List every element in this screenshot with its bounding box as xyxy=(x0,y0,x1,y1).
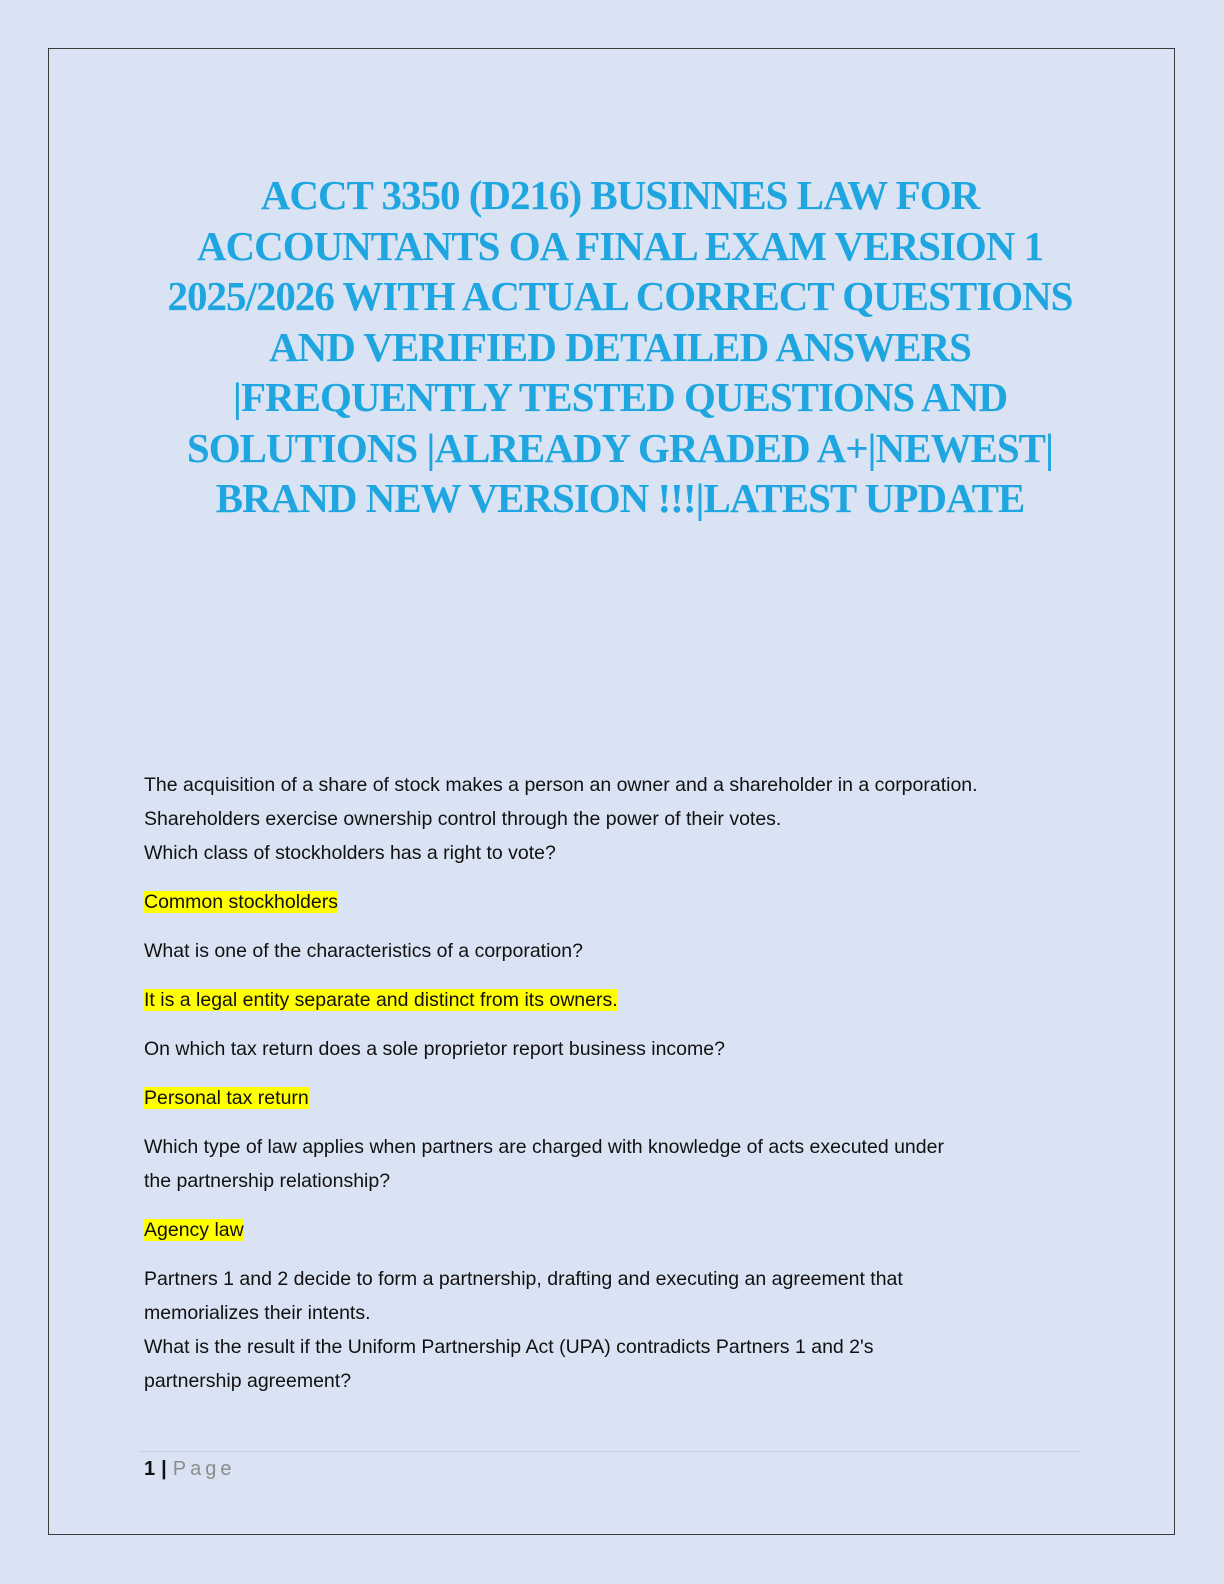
qa-content xyxy=(144,768,1084,1413)
question-line: partnership agreement? xyxy=(144,1370,352,1392)
footer-divider xyxy=(140,1451,1080,1452)
question-line: the partnership relationship? xyxy=(144,1170,391,1192)
question-5 xyxy=(144,1262,1084,1398)
question-line: What is the result if the Uniform Partnership Act (UPA) contradicts Partners 1 and 2's xyxy=(144,1336,874,1358)
document-title: ACCT 3350 (D216) BUSINNES LAW FOR ACCOUNTANTS OA FINAL EXAM VERSION 1 2025/2026 WITH ACTUAL CORRECT QUESTIONS AND VERIFIED DETAILED ANSWERS |FREQUENTLY TESTED QUESTIONS AND SOLUTIONS |ALREADY GRADED A+|NEWEST| BRAND NEW VERSION !!!|LATEST UPDATE xyxy=(167,172,1073,521)
question-line: memorializes their intents. xyxy=(144,1302,371,1324)
page-number: 1 xyxy=(144,1458,156,1480)
question-1 xyxy=(144,768,1084,870)
question-line: Shareholders exercise ownership control through the power of their votes. xyxy=(144,808,782,830)
question-2 xyxy=(144,934,1084,968)
footer-separator: | xyxy=(161,1458,167,1480)
question-line: Partners 1 and 2 decide to form a partnership, drafting and executing an agreement that xyxy=(144,1268,903,1290)
highlighted-answer: It is a legal entity separate and distinct from its owners. xyxy=(144,989,618,1011)
highlighted-answer: Personal tax return xyxy=(144,1087,309,1109)
highlighted-answer: Common stockholders xyxy=(144,891,338,913)
question-3 xyxy=(144,1032,1084,1066)
question-line: Which type of law applies when partners are charged with knowledge of acts executed under xyxy=(144,1136,944,1158)
highlighted-answer: Agency law xyxy=(144,1219,244,1241)
question-4 xyxy=(144,1130,1084,1198)
page-label: Page xyxy=(172,1458,236,1480)
question-line: The acquisition of a share of stock makes a person an owner and a shareholder in a corporation. xyxy=(144,774,978,796)
answer-4 xyxy=(144,1213,1084,1247)
answer-2 xyxy=(144,983,1084,1017)
page-footer xyxy=(144,1455,235,1483)
answer-1 xyxy=(144,885,1084,919)
answer-3 xyxy=(144,1081,1084,1115)
question-line: On which tax return does a sole proprietor report business income? xyxy=(144,1038,725,1060)
question-line: What is one of the characteristics of a corporation? xyxy=(144,940,583,962)
question-line: Which class of stockholders has a right to vote? xyxy=(144,842,556,864)
